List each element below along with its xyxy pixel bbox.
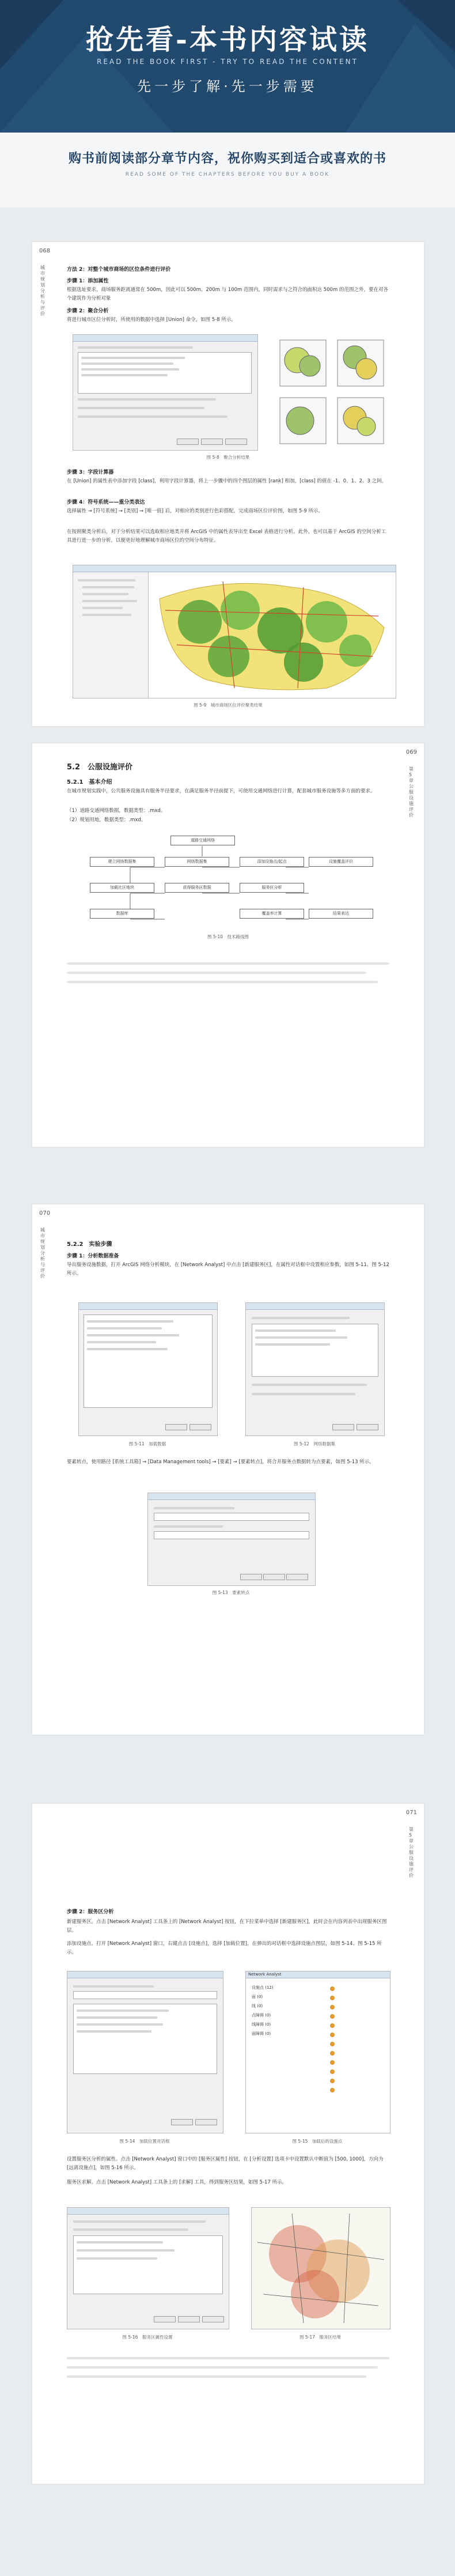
city-map	[154, 576, 390, 694]
header-banner	[0, 0, 455, 133]
book-page-069	[32, 743, 424, 1147]
panel-item[interactable]: 面障碍 (0)	[252, 2031, 271, 2036]
panel-title: Network Analyst	[246, 1971, 390, 1978]
flow-node: 结果表达	[309, 909, 373, 919]
load-locations-dialog	[67, 1971, 223, 2133]
page-number: 068	[39, 248, 51, 254]
panel-item[interactable]: 面 (0)	[252, 1995, 263, 1999]
service-area-properties	[67, 2207, 229, 2329]
paragraph: 要素转点，使用路径 [系统工具箱] → [Data Management tools] → [要素] → [要素转点]，将合并服务点数据转为点要素，如图 5-13 所示。	[67, 1459, 374, 1465]
header-subtitle: READ THE BOOK FIRST - TRY TO READ THE CONTENT	[97, 58, 358, 66]
service-area-map	[252, 2208, 390, 2329]
arcmap-screenshot	[73, 565, 396, 698]
page-number: 070	[39, 1210, 51, 1217]
step-heading: 步骤 2：聚合分析	[67, 308, 109, 314]
paragraph: 导出服务设施数据，打开 ArcGIS 网络分析模块，在 [Network Analyst] 中点击 [新建服务区]，在属性对话框中设置相应参数，如图 5-11、图 5-12 所示。	[67, 1262, 389, 1276]
figure-caption: 图 5-12 网络数据集	[294, 1441, 335, 1446]
figure-caption: 图 5-9 城市商场区位评价聚类结果	[194, 702, 263, 708]
flow-node: 设施覆盖评价	[309, 857, 373, 867]
header-slogan: 先一步了解·先一步需要	[137, 78, 318, 95]
paragraph: 在按照聚类分析后，对于分析结果可以选取相应地类并将 ArcGIS 中的属性表导出至 Excel 表格进行分析。此外，也可以基于 ArcGIS 的空间分析工具进行进一步的分析，以便更好地理解城市商场区位的空间分布特征。	[67, 529, 386, 543]
paragraph: 设置服务区分析的属性。点击 [Network Analyst] 窗口中的 [服务区属性] 按钮，在 [分析设置] 选项卡中设置默认中断值为 [500, 1000]，方向为 [远离设施点]，如图 5-16 所示。	[67, 2156, 384, 2171]
panel-item[interactable]: 设施点 (12)	[252, 1985, 274, 1990]
paragraph: 在城市规划实践中，公共服务设施具有服务半径要求，在满足服务半径前提下，可使用交通网络进行计算，配套城市服务设施等多方面的要求。	[67, 788, 376, 794]
page-number: 071	[405, 1810, 417, 1816]
list-item: （2）规划用地，数据类型：.mxd。	[67, 817, 146, 823]
flow-node: 加载社区地块	[90, 883, 154, 893]
figure-caption: 图 5-14 加载位置对话框	[119, 2139, 170, 2144]
flow-node: 服务区分析	[240, 883, 304, 893]
intro-title: 购书前阅读部分章节内容，祝你购买到适合或喜欢的书	[68, 152, 386, 166]
step-heading: 步骤 1：添加属性	[67, 278, 109, 284]
network-analyst-panel	[245, 1971, 390, 2133]
network-dataset-dialog	[245, 1302, 385, 1436]
subsection-title: 5.2.2 实验步骤	[67, 1241, 112, 1248]
intro-subtitle: READ SOME OF THE CHAPTERS BEFORE YOU BUY A BOOK	[125, 172, 330, 177]
panel-item[interactable]: 点障碍 (0)	[252, 2013, 271, 2018]
facility-dots	[321, 1983, 384, 2127]
section-title: 5.2 公服设施评价	[67, 763, 133, 772]
side-label: 第5章 公服设施评价	[409, 766, 414, 818]
flow-node: 网络数据集	[165, 857, 229, 867]
figure-caption: 图 5-13 要素转点	[212, 1590, 250, 1595]
method-heading: 方法 2：对整个城市商场的区位条件进行评价	[67, 267, 171, 273]
book-page-068	[32, 242, 424, 726]
union-map-diagram	[274, 334, 389, 450]
union-dialog-screenshot	[73, 334, 258, 451]
list-item: （1）道路交通网络数据，数据类型：.mxd。	[67, 808, 166, 814]
paragraph: 新建服务区。点击 [Network Analyst] 工具条上的 [Network Analyst] 按钮，在下拉菜单中选择 [新建服务区]，此时会在内容列表中出现服务区图层。	[67, 1919, 387, 1933]
feature-to-point-dialog	[147, 1493, 316, 1586]
step-heading: 步骤 1：分析数据准备	[67, 1253, 119, 1259]
flow-node: 建立网络数据集	[90, 857, 154, 867]
paragraph: 在 [Union] 的属性表中添加字段 [class]，利用字段计算器，将上一步骤中的四个图层的属性 [rank] 相加，[class] 的值在 -1、0、1、2、3 之间。	[67, 478, 387, 484]
intro-banner	[0, 133, 455, 207]
subsection-title: 5.2.1 基本介绍	[67, 779, 112, 785]
flow-node: 数据库	[90, 909, 154, 919]
paragraph: 服务区求解。点击 [Network Analyst] 工具条上的 [求解] 工具，得到服务区结果，如图 5-17 所示。	[67, 2180, 287, 2185]
book-page-070	[32, 1204, 424, 1735]
side-label: 城市规划分析与评价	[40, 1227, 45, 1279]
service-area-result	[251, 2207, 390, 2329]
figure-caption: 图 5-15 加载后的设施点	[292, 2139, 343, 2144]
figure-caption: 图 5-16 服务区属性设置	[122, 2335, 173, 2340]
book-page-071	[32, 1804, 424, 2484]
flow-node: 覆盖率计算	[240, 909, 304, 919]
flowchart-connectors	[67, 836, 389, 962]
side-label: 第5章 公服设施评价	[409, 1827, 414, 1878]
flow-node: 道路交通网络	[170, 836, 235, 845]
page-number: 069	[405, 749, 417, 756]
add-data-dialog	[78, 1302, 218, 1436]
paragraph: 根据选址要求，商场服务距离通常在 500m，因此可以 500m、200m 与 100m 范围内，同时需求与之符合的面积达 500m 的范围之外，要在对各个建筑作为分析对象	[67, 287, 388, 301]
step-heading: 步骤 3：字段计算器	[67, 470, 114, 475]
figure-caption: 图 5-8 聚合分析结果	[206, 455, 250, 460]
panel-item[interactable]: 线障碍 (0)	[252, 2022, 271, 2027]
side-label: 城市规划分析与评价	[40, 265, 45, 316]
step-heading: 步骤 2：服务区分析	[67, 1909, 114, 1915]
figure-caption: 图 5-11 加载数据	[128, 1441, 166, 1446]
panel-item[interactable]: 线 (0)	[252, 2004, 263, 2008]
step-heading: 步骤 4：符号系统——重分类表达	[67, 500, 145, 505]
figure-caption: 图 5-17 服务区结果	[299, 2335, 341, 2340]
flow-node: 添加设施点/起点	[240, 857, 304, 867]
paragraph: 选择属性 → [符号系统] → [类别] → [唯一值] 后，对相应的类别进行色彩搭配，完成商场区位评价图，如图 5-9 所示。	[67, 508, 323, 514]
paragraph: 添加设施点。打开 [Network Analyst] 窗口，右键点击 [设施点]，选择 [加载位置]，在弹出的对话框中选择设施点图层，如图 5-14、图 5-15 所示。	[67, 1941, 382, 1955]
paragraph: 将进行城市区位分析时，所使用的数据中选择 [Union] 命令，如图 5-8 所示。	[67, 317, 236, 323]
header-title: 抢先看-本书内容试读	[86, 24, 369, 56]
flow-node: 获得服务区数据	[165, 883, 229, 893]
figure-caption: 图 5-10 技术路线图	[207, 934, 249, 939]
